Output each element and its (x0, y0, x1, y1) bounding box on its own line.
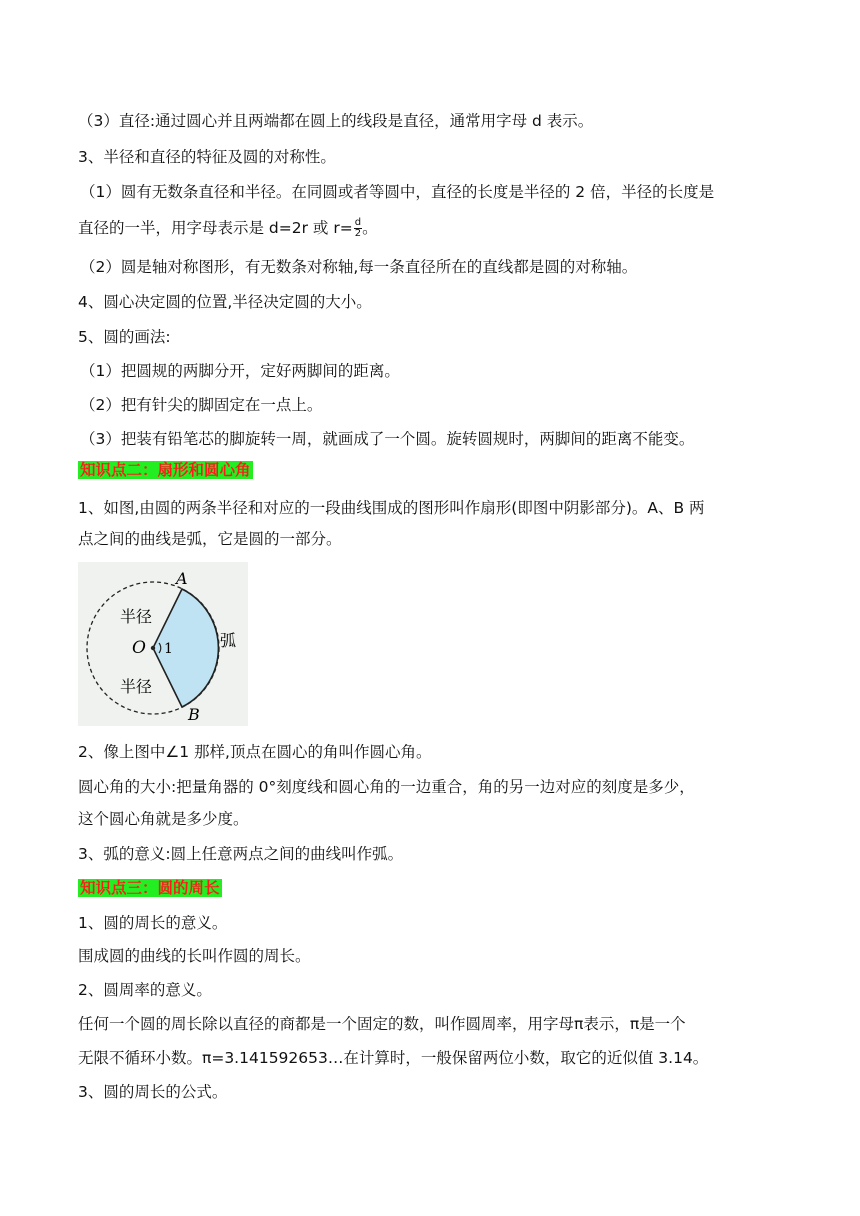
label-radius-top: 半径 (120, 607, 153, 626)
text-line: 2、圆周率的意义。 (78, 981, 212, 999)
label-a: A (176, 569, 188, 588)
text-line: （2）把有针尖的脚固定在一点上。 (80, 396, 323, 414)
section-heading: 知识点三：圆的周长 (80, 879, 220, 897)
text-line: 1、圆的周长的意义。 (78, 914, 228, 932)
sector-diagram-svg (78, 562, 248, 726)
label-arc: 弧 (220, 631, 237, 650)
text-line: 2、像上图中∠1 那样,顶点在圆心的角叫作圆心角。 (78, 743, 432, 761)
text-line: （1）圆有无数条直径和半径。在同圆或者等圆中，直径的长度是半径的 2 倍，半径的长度是 (80, 183, 715, 201)
text-line: （1）把圆规的两脚分开，定好两脚间的距离。 (80, 362, 400, 380)
text-line-formula (78, 217, 378, 239)
text-line: 3、弧的意义:圆上任意两点之间的曲线叫作弧。 (78, 845, 404, 863)
fraction-numerator: d (354, 217, 362, 228)
text-line: 这个圆心角就是多少度。 (78, 810, 249, 828)
center-point (151, 646, 155, 650)
text-line: 3、圆的周长的公式。 (78, 1083, 228, 1101)
text-line: 任何一个圆的周长除以直径的商都是一个固定的数，叫作圆周率，用字母π表示，π是一个 (78, 1015, 686, 1033)
formula-text: 直径的一半，用字母表示是 d=2r 或 r= (78, 219, 353, 237)
section-heading: 知识点二：扇形和圆心角 (80, 461, 251, 479)
section-heading-wrap (78, 877, 222, 899)
text-line: 围成圆的曲线的长叫作圆的周长。 (78, 947, 311, 965)
text-line: 圆心角的大小:把量角器的 0°刻度线和圆心角的一边重合，角的另一边对应的刻度是多少， (78, 778, 695, 796)
text-line: （3）把装有铅笔芯的脚旋转一周，就画成了一个圆。旋转圆规时，两脚间的距离不能变。 (80, 430, 695, 448)
sector-diagram (78, 562, 248, 726)
label-angle-1: 1 (164, 641, 173, 657)
fraction-denominator: 2 (354, 228, 362, 239)
label-b: B (188, 705, 200, 724)
formula-end: 。 (362, 219, 378, 237)
section-heading-wrap (78, 459, 253, 481)
text-line: 5、圆的画法: (78, 328, 171, 346)
fraction (354, 218, 362, 239)
text-line: 1、如图,由圆的两条半径和对应的一段曲线围成的图形叫作扇形(即图中阴影部分)。A、B 两 (78, 499, 705, 517)
text-line: 无限不循环小数。π=3.141592653…在计算时，一般保留两位小数，取它的近似值 3.14。 (78, 1049, 709, 1067)
sector-shape (153, 589, 218, 707)
text-line: （2）圆是轴对称图形，有无数条对称轴,每一条直径所在的直线都是圆的对称轴。 (80, 258, 638, 276)
text-line: （3）直径:通过圆心并且两端都在圆上的线段是直径，通常用字母 d 表示。 (78, 112, 594, 130)
label-o: O (132, 638, 146, 658)
text-line: 4、圆心决定圆的位置,半径决定圆的大小。 (78, 293, 372, 311)
label-radius-bottom: 半径 (120, 677, 153, 696)
text-line: 点之间的曲线是弧，它是圆的一部分。 (78, 530, 342, 548)
text-line: 3、半径和直径的特征及圆的对称性。 (78, 148, 336, 166)
